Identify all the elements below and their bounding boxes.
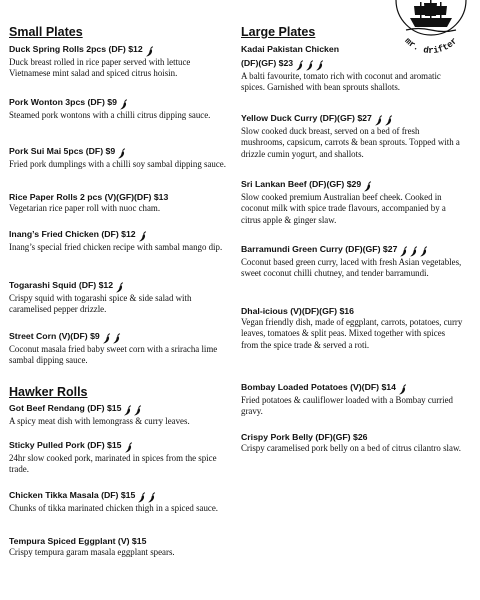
menu-item [9, 192, 231, 214]
chili-rating [102, 333, 122, 344]
item-description: Vegan friendly dish, made of eggplant, carrots, potatoes, curry leaves, tomatoes & split peas. Mixed together with spices from the spice trade & served a roti. [241, 317, 463, 350]
chili-rating [124, 442, 134, 453]
menu-item [9, 97, 231, 121]
chili-icon [295, 60, 304, 71]
chili-icon [147, 492, 156, 503]
item-description: Chunks of tikka marinated chicken thigh in a spiced sauce. [9, 503, 218, 513]
chili-icon [117, 148, 126, 159]
chili-icon [419, 246, 428, 257]
item-name: Sri Lankan Beef (DF)(GF) $29 [241, 179, 362, 189]
chili-icon [305, 60, 314, 71]
hawker-rolls-heading: Hawker Rolls [9, 385, 88, 399]
menu-item [241, 382, 463, 418]
chili-icon [133, 405, 142, 416]
chili-icon [399, 246, 408, 257]
chili-rating [117, 148, 127, 159]
chili-icon [138, 231, 147, 242]
chili-rating [399, 246, 429, 257]
item-description: Vegetarian rice paper roll with nuoc cham. [9, 203, 161, 213]
item-description: Steamed pork wontons with a chilli citrus dipping sauce. [9, 110, 211, 120]
chili-rating [145, 46, 155, 57]
menu-item [9, 490, 231, 514]
menu-item [9, 331, 231, 367]
chili-rating [119, 99, 129, 110]
chili-rating [363, 181, 373, 192]
item-description: A balti favourite, tomato rich with coconut and aromatic spices. Garnished with bean sprouts shallots. [241, 71, 441, 93]
menu-item [241, 306, 463, 351]
item-name: Dhal-icious (V)(DF)(GF) $16 [241, 306, 354, 316]
chili-icon [112, 333, 121, 344]
chili-icon [363, 181, 372, 192]
item-name: Chicken Tikka Masala (DF) $15 [9, 490, 136, 500]
item-name: Tempura Spiced Eggplant (V) $15 [9, 536, 147, 546]
item-name: Yellow Duck Curry (DF)(GF) $27 [241, 113, 372, 123]
item-name: Duck Spring Rolls 2pcs (DF) $12 [9, 44, 143, 54]
menu-item [9, 44, 231, 80]
chili-icon [398, 384, 407, 395]
item-name: Street Corn (V)(DF) $9 [9, 331, 100, 341]
item-description: Coconut based green curry, laced with fresh Asian vegetables, sweet coconut chilli chutney, and tender barramundi. [241, 257, 462, 279]
chili-rating [398, 384, 408, 395]
menu-item [9, 280, 231, 316]
item-name: Bombay Loaded Potatoes (V)(DF) $14 [241, 382, 396, 392]
item-description: Fried pork dumplings with a chilli soy sambal dipping sauce. [9, 159, 226, 169]
menu-item [9, 536, 231, 558]
item-name: Sticky Pulled Pork (DF) $15 [9, 440, 122, 450]
menu-item [9, 146, 231, 170]
menu-item [241, 179, 463, 226]
menu-item [241, 432, 463, 454]
menu-item [241, 113, 463, 160]
item-name: Pork Wonton 3pcs (DF) $9 [9, 97, 117, 107]
chili-icon [115, 282, 124, 293]
chili-rating [374, 115, 394, 126]
item-name: Inang’s Fried Chicken (DF) $12 [9, 229, 136, 239]
chili-rating [137, 492, 157, 503]
chili-icon [102, 333, 111, 344]
logo-text: mr. drifter [402, 36, 460, 55]
item-name: Barramundi Green Curry (DF)(GF) $27 [241, 244, 398, 254]
large-plates-heading: Large Plates [241, 25, 316, 39]
chili-icon [145, 46, 154, 57]
item-description: A spicy meat dish with lemongrass & curry leaves. [9, 416, 190, 426]
chili-icon [124, 442, 133, 453]
item-description: Crispy caramelised pork belly on a bed of citrus cilantro slaw. [241, 443, 462, 453]
menu-item [9, 229, 231, 253]
chili-icon [315, 60, 324, 71]
chili-rating [295, 60, 325, 71]
item-description: Crispy squid with togarashi spice & side salad with caramelised pepper drizzle. [9, 293, 192, 315]
item-name: Kadai Pakistan Chicken [241, 44, 340, 54]
item-name: Pork Sui Mai 5pcs (DF) $9 [9, 146, 116, 156]
item-name: Rice Paper Rolls 2 pcs (V)(GF)(DF) $13 [9, 192, 169, 202]
chili-rating [115, 282, 125, 293]
menu-item [9, 440, 231, 476]
item-name-price: (DF)(GF) $23 [241, 58, 294, 68]
item-description: Slow cooked premium Australian beef cheek. Cooked in coconut milk with spice trade flavours, accompanied by a citrus apple & ginger slaw. [241, 192, 446, 225]
item-description: Crispy tempura garam masala eggplant spears. [9, 547, 175, 557]
chili-icon [137, 492, 146, 503]
chili-icon [409, 246, 418, 257]
chili-icon [123, 405, 132, 416]
chili-rating [123, 405, 143, 416]
item-description: Duck breast rolled in rice paper served with lettuce Vietnamese mint salad and spiced citrus hoisin. [9, 57, 191, 79]
menu-item [241, 44, 463, 94]
chili-icon [119, 99, 128, 110]
item-description: Inang’s special fried chicken recipe with sambal mango dip. [9, 242, 223, 252]
item-description: Coconut masala fried baby sweet corn with a sriracha lime sambal dipping sauce. [9, 344, 218, 366]
chili-rating [138, 231, 148, 242]
item-name: Togarashi Squid (DF) $12 [9, 280, 114, 290]
item-description: 24hr slow cooked pork, marinated in spices from the spice trade. [9, 453, 217, 475]
chili-icon [374, 115, 383, 126]
small-plates-heading: Small Plates [9, 25, 83, 39]
menu-item [9, 403, 231, 427]
item-description: Fried potatoes & cauliflower loaded with a Bombay curried gravy. [241, 395, 453, 417]
chili-icon [384, 115, 393, 126]
menu-item [241, 244, 463, 280]
item-name: Crispy Pork Belly (DF)(GF) $26 [241, 432, 368, 442]
item-name: Got Beef Rendang (DF) $15 [9, 403, 122, 413]
ship-icon [410, 18, 452, 27]
item-description: Slow cooked duck breast, served on a bed of fresh mushrooms, capsicum, carrots & bean sprouts. Topped with a drizzle cumin yogurt, and shallots. [241, 126, 460, 159]
